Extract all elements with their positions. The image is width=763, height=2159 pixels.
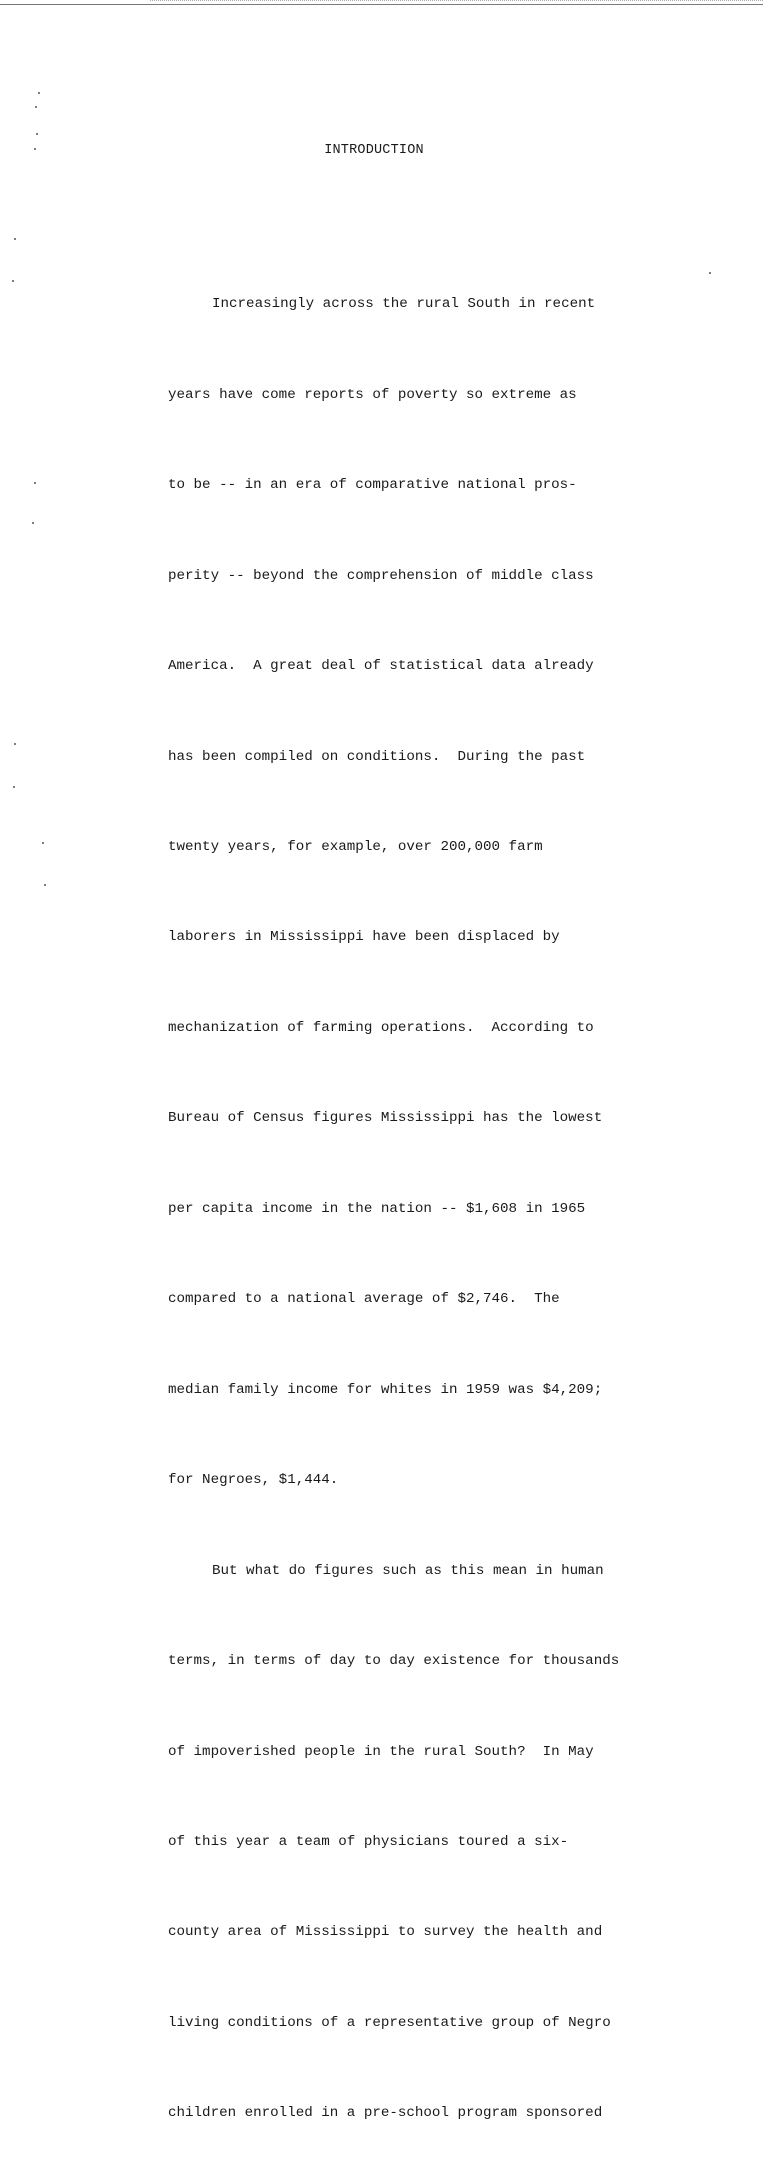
text-line: median family income for whites in 1959 was $4,209; xyxy=(168,1381,603,1398)
text-line: perity -- beyond the comprehension of middle class xyxy=(168,567,594,584)
scan-speck xyxy=(35,106,37,108)
scan-speck xyxy=(42,842,44,844)
page-top-edge-faint xyxy=(150,0,763,1)
text-line: America. A great deal of statistical data already xyxy=(168,658,594,675)
text-line: mechanization of farming operations. According to xyxy=(168,1019,594,1036)
text-line: of this year a team of physicians toured a six- xyxy=(168,1834,569,1851)
text-line: has been compiled on conditions. During the past xyxy=(168,748,586,765)
scan-speck xyxy=(44,884,46,886)
text-line: for Negroes, $1,444. xyxy=(168,1472,339,1489)
text-line: to be -- in an era of comparative national pros- xyxy=(168,477,577,494)
text-line: twenty years, for example, over 200,000 farm xyxy=(168,839,543,856)
text-line: Bureau of Census figures Mississippi has the lowest xyxy=(168,1110,603,1127)
scan-speck xyxy=(13,786,15,788)
scan-speck xyxy=(709,272,711,274)
text-line: of impoverished people in the rural South? In May xyxy=(168,1743,594,1760)
scan-speck xyxy=(34,148,36,150)
text-line: Increasingly across the rural South in recent xyxy=(212,296,596,313)
scan-speck xyxy=(36,133,38,135)
text-line: But what do figures such as this mean in human xyxy=(212,1562,604,1579)
text-line: per capita income in the nation -- $1,608 in 1965 xyxy=(168,1200,586,1217)
scan-speck xyxy=(34,482,36,484)
body-text xyxy=(168,229,658,2159)
scan-speck xyxy=(32,522,34,524)
scan-speck xyxy=(12,280,14,282)
scan-speck xyxy=(38,92,40,94)
page-top-edge xyxy=(0,4,763,5)
scan-speck xyxy=(14,743,16,745)
text-line: county area of Mississippi to survey the health and xyxy=(168,1924,603,1941)
text-line: living conditions of a representative group of Negro xyxy=(168,2014,611,2031)
scan-speck xyxy=(14,238,16,240)
text-line: children enrolled in a pre-school program sponsored xyxy=(168,2105,603,2122)
text-line: laborers in Mississippi have been displaced by xyxy=(168,929,560,946)
page-title: INTRODUCTION xyxy=(324,143,424,158)
text-line: years have come reports of poverty so extreme as xyxy=(168,386,577,403)
text-line: compared to a national average of $2,746. The xyxy=(168,1291,560,1308)
text-line: terms, in terms of day to day existence for thousands xyxy=(168,1653,620,1670)
